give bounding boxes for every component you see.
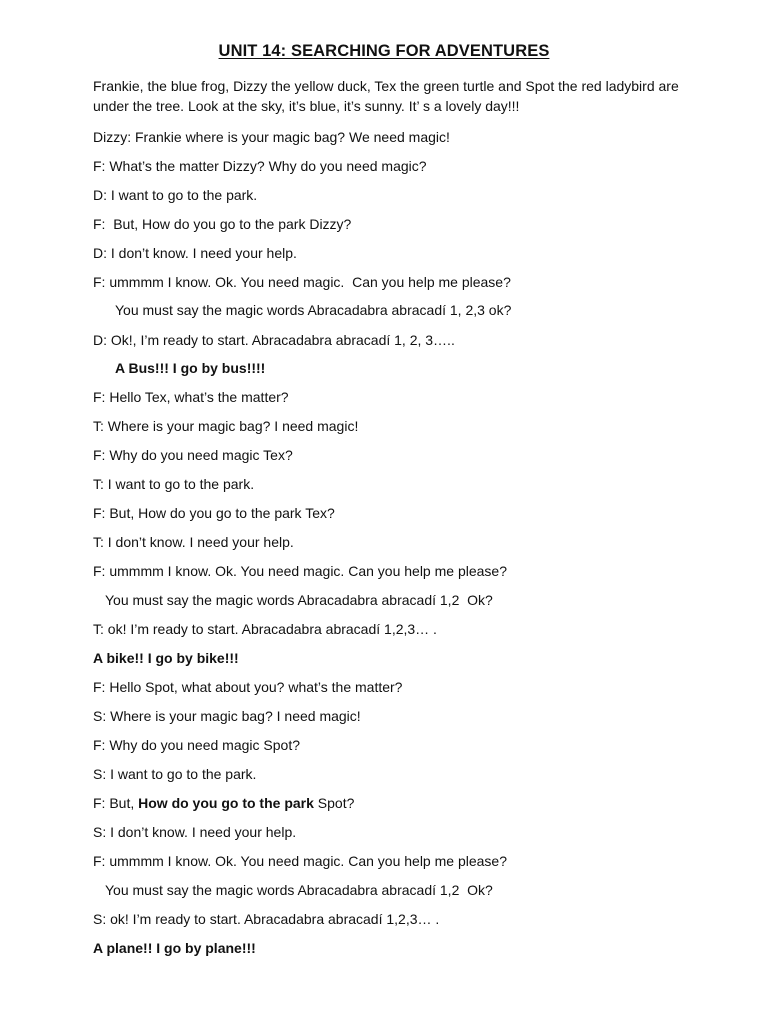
- dialogue-line: D: I want to go to the park.: [93, 187, 258, 203]
- dialogue-line: F: ummmm I know. Ok. You need magic. Can you help me please?: [93, 853, 507, 869]
- dialogue-line: F: Why do you need magic Tex?: [93, 447, 293, 463]
- magic-result-line: A plane!! I go by plane!!!: [93, 940, 256, 956]
- magic-result-line: A bike!! I go by bike!!!: [93, 650, 239, 666]
- dialogue-line: D: I don’t know. I need your help.: [93, 245, 297, 261]
- magic-result-line: A Bus!!! I go by bus!!!!: [115, 360, 266, 376]
- dialogue-line: You must say the magic words Abracadabra abracadí 1,2 Ok?: [105, 592, 493, 608]
- dialogue-text: F: But,: [93, 795, 139, 811]
- dialogue-line: S: Where is your magic bag? I need magic!: [93, 708, 361, 724]
- dialogue-line: T: Where is your magic bag? I need magic!: [93, 418, 359, 434]
- dialogue-line: F: Hello Tex, what’s the matter?: [93, 389, 289, 405]
- dialogue-line: T: I don’t know. I need your help.: [93, 534, 294, 550]
- dialogue-line: You must say the magic words Abracadabra abracadí 1, 2,3 ok?: [115, 302, 512, 318]
- dialogue-text: Spot?: [313, 795, 355, 811]
- dialogue-line: D: Ok!, I’m ready to start. Abracadabra abracadí 1, 2, 3…..: [93, 332, 455, 348]
- dialogue-line: F: What’s the matter Dizzy? Why do you need magic?: [93, 158, 427, 174]
- dialogue-line: F: ummmm I know. Ok. You need magic. Can you help me please?: [93, 563, 507, 579]
- dialogue-line: F: But, How do you go to the park Tex?: [93, 505, 335, 521]
- dialogue-line: You must say the magic words Abracadabra abracadí 1,2 Ok?: [105, 882, 493, 898]
- bold-phrase: How do you go to the park: [138, 795, 314, 811]
- intro-paragraph: Frankie, the blue frog, Dizzy the yellow duck, Tex the green turtle and Spot the red ladybird are under the tree. Look at the sky, it’s blue, it’s sunny. It’ s a lovely day!!!: [93, 78, 679, 114]
- dialogue-line: S: ok! I’m ready to start. Abracadabra abracadí 1,2,3… .: [93, 911, 440, 927]
- dialogue-line: F: ummmm I know. Ok. You need magic. Can you help me please?: [93, 274, 511, 290]
- dialogue-line: F: Hello Spot, what about you? what’s the matter?: [93, 679, 403, 695]
- dialogue-line: F: Why do you need magic Spot?: [93, 737, 300, 753]
- document-title: UNIT 14: SEARCHING FOR ADVENTURES: [218, 42, 550, 60]
- dialogue-line: [93, 794, 354, 812]
- dialogue-line: Dizzy: Frankie where is your magic bag? We need magic!: [93, 129, 450, 145]
- dialogue-line: S: I want to go to the park.: [93, 766, 257, 782]
- dialogue-line: T: ok! I’m ready to start. Abracadabra abracadí 1,2,3… .: [93, 621, 437, 637]
- dialogue-line: F: But, How do you go to the park Dizzy?: [93, 216, 352, 232]
- dialogue-line: S: I don’t know. I need your help.: [93, 824, 297, 840]
- dialogue-line: T: I want to go to the park.: [93, 476, 255, 492]
